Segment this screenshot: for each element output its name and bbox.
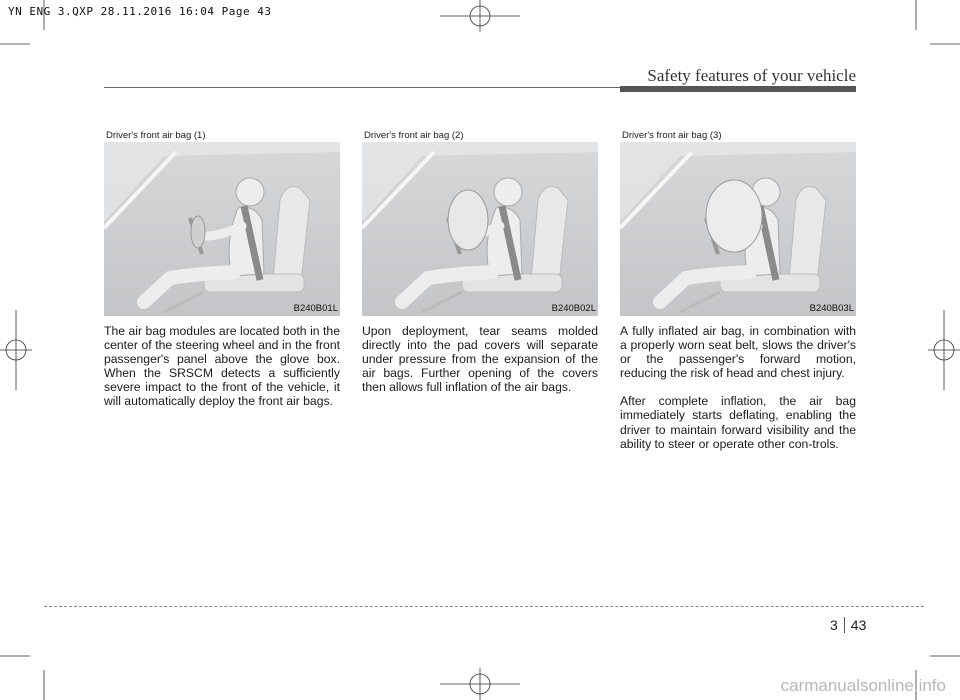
airbag-graphic [191,216,205,248]
title-bar [620,86,856,92]
figure-illustration [362,142,598,316]
figure-airbag-1 [104,128,340,316]
page-number [830,617,866,633]
figure-caption: Driver's front air bag (1) [106,130,206,141]
paragraph: After complete inflation, the air bag immediately starts deflating, enabling the driver to maintain forward visibility and the ability to steer or operate other con-trols. [620,394,856,451]
paragraph: A fully inflated air bag, in combination with a properly worn seat belt, slows the driver's or the passenger's forward motion, reducing the risk of head and chest injury. [620,324,856,381]
figure-code: B240B01L [293,303,338,314]
airbag-graphic [448,190,488,250]
footer-rule [44,606,924,607]
page-number-separator [844,617,845,633]
figure-illustration [620,142,856,316]
figure-caption: Driver's front air bag (2) [364,130,464,141]
chapter-title: Safety features of your vehicle [647,66,856,85]
paragraph: Upon deployment, tear seams molded directly into the pad covers will separate under pressure from the expansion of the air bags. Further opening of the covers then allows full inflation of the air bags. [362,324,598,395]
print-slug: YN ENG 3.QXP 28.11.2016 16:04 Page 43 [8,5,272,18]
text-column-2 [362,324,598,408]
page-number-value: 43 [850,617,867,633]
figure-code: B240B02L [551,303,596,314]
chapter-number: 3 [830,617,838,633]
figure-airbag-2 [362,128,598,316]
text-column-1 [104,324,340,423]
watermark: carmanualsonline.info [780,676,946,695]
airbag-graphic [706,180,762,252]
figure-caption: Driver's front air bag (3) [622,130,722,141]
text-column-3 [620,324,856,465]
figure-airbag-3 [620,128,856,316]
paragraph: The air bag modules are located both in the center of the steering wheel and in the front passenger's panel above the glove box. When the SRSCM detects a sufficiently severe impact to the front of the vehicle, it will automatically deploy the front air bags. [104,324,340,409]
figure-illustration [104,142,340,316]
figure-code: B240B03L [809,303,854,314]
